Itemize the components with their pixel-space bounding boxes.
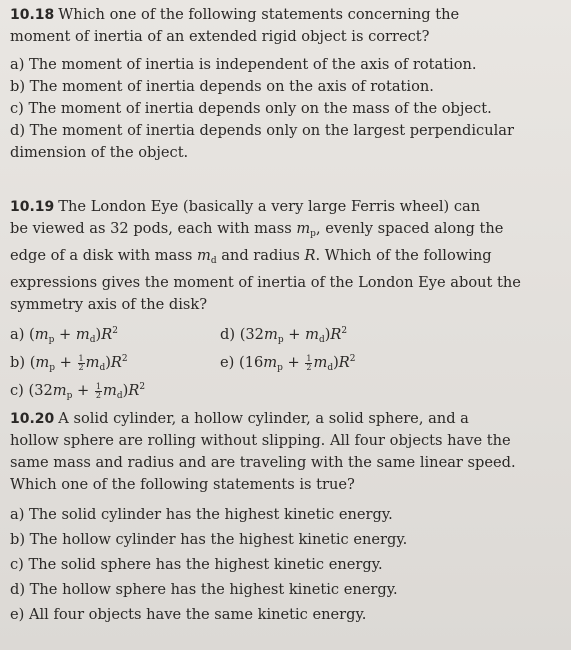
q19-number: 10.19 — [10, 199, 55, 215]
q18-number: 10.18 — [10, 7, 55, 23]
q18-option-d-line1: d) The moment of inertia depends only on the largest perpendicular — [10, 122, 514, 139]
q19-option-e: e) ($16m_p$ + $\frac{1}{2}$ $m_d)R^2$ — [220, 353, 356, 373]
q19-option-c: c) ($32m_p$ + $\frac{1}{2}$ $m_d)R^2$ — [10, 381, 146, 401]
q19-stem-line2: be viewed as 32 pods, each with mass $m_p$, evenly spaced along the — [10, 220, 504, 239]
q18-stem-line1: 10.18 Which one of the following statements concerning the — [10, 6, 460, 23]
q20-stem-line1: 10.20 A solid cylinder, a hollow cylinder, a solid sphere, and a — [10, 410, 469, 427]
q19-stem-line1: 10.19 The London Eye (basically a very large Ferris wheel) can — [10, 198, 481, 215]
question-10-18 — [10, 4, 555, 164]
q18-option-b: b) The moment of inertia depends on the axis of rotation. — [10, 78, 434, 95]
q20-stem-line3: same mass and radius and are traveling with the same linear speed. — [10, 454, 516, 471]
q19-options-row3 — [10, 376, 555, 401]
q19-options-row2 — [10, 348, 555, 373]
q18-option-c: c) The moment of inertia depends only on the mass of the object. — [10, 100, 492, 117]
q18-stem-line2: moment of inertia of an extended rigid object is correct? — [10, 28, 430, 45]
q20-stem-line2: hollow sphere are rolling without slipping. All four objects have the — [10, 432, 511, 449]
question-10-19 — [10, 196, 555, 401]
q20-option-d: d) The hollow sphere has the highest kinetic energy. — [10, 581, 398, 598]
q19-stem-line5: symmetry axis of the disk? — [10, 296, 208, 313]
fraction-one-half: $\frac{1}{2}$ — [78, 353, 84, 372]
q19-option-d: d) $(32m_p + m_d)R^2$ — [220, 326, 348, 345]
q18-option-d-line2: dimension of the object. — [10, 144, 189, 161]
q19-options-row1 — [10, 320, 555, 345]
q20-option-c: c) The solid sphere has the highest kinetic energy. — [10, 556, 383, 573]
fraction-one-half: $\frac{1}{2}$ — [95, 381, 102, 400]
question-10-20 — [10, 408, 555, 626]
q20-option-b: b) The hollow cylinder has the highest kinetic energy. — [10, 531, 408, 548]
q20-option-e: e) All four objects have the same kinetic energy. — [10, 606, 367, 623]
q19-option-a: a) $(m_p + m_d)R^2$ — [10, 326, 118, 345]
q20-number: 10.20 — [10, 411, 55, 427]
q18-option-a: a) The moment of inertia is independent of the axis of rotation. — [10, 56, 477, 73]
q20-stem-line4: Which one of the following statements is true? — [10, 476, 355, 493]
q20-option-a: a) The solid cylinder has the highest kinetic energy. — [10, 506, 393, 523]
q19-stem-line3: edge of a disk with mass $m_d$ and radius R. Which of the following — [10, 247, 492, 266]
q19-option-b: b) ($m_p$ + $\frac{1}{2}$ $m_d)R^2$ — [10, 353, 128, 373]
fraction-one-half: $\frac{1}{2}$ — [306, 353, 312, 372]
q19-stem-line4: expressions gives the moment of inertia of the London Eye about the — [10, 274, 521, 291]
